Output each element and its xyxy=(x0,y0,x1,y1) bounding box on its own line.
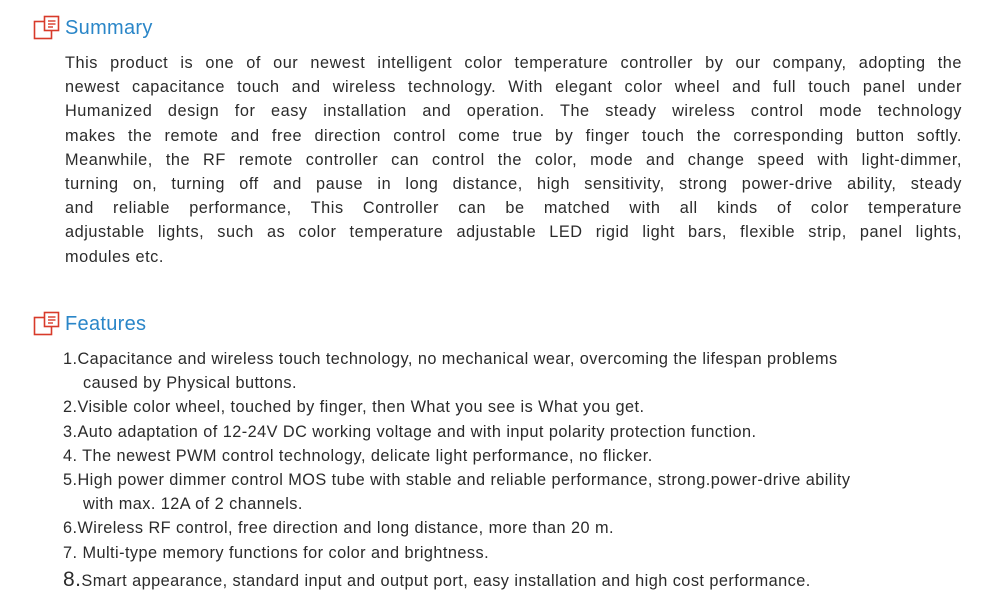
features-heading xyxy=(33,309,146,339)
summary-line: Meanwhile, the RF remote controller can control the color, mode and change speed with light-dimmer, xyxy=(65,150,962,169)
summary-title: Summary xyxy=(65,17,153,39)
feature-item-number: 8. xyxy=(63,567,82,591)
summary-line: newest capacitance touch and wireless technology. With elegant color wheel and full touch panel under xyxy=(65,78,962,97)
summary-line: Humanized design for easy installation and operation. The steady wireless control mode technology xyxy=(65,102,962,121)
feature-item-continuation: caused by Physical buttons. xyxy=(83,374,297,393)
feature-item: 1.Capacitance and wireless touch technology, no mechanical wear, overcoming the lifespan problems xyxy=(63,350,838,368)
feature-item: 5.High power dimmer control MOS tube with stable and reliable performance, strong.power-drive ability xyxy=(63,470,851,489)
feature-item: 2.Visible color wheel, touched by finger, then What you see is What you get. xyxy=(63,398,645,417)
summary-line: adjustable lights, such as color temperature adjustable LED rigid light bars, flexible strip, panel lights, xyxy=(65,223,962,242)
summary-heading xyxy=(33,13,153,43)
features-title: Features xyxy=(65,313,147,335)
feature-item-text: Smart appearance, standard input and output port, easy installation and high cost performance. xyxy=(81,571,811,590)
feature-item: 3.Auto adaptation of 12-24V DC working voltage and with input polarity protection function. xyxy=(63,422,757,441)
summary-line: modules etc. xyxy=(65,247,164,266)
document-icon xyxy=(33,15,63,41)
feature-item: 4. The newest PWM control technology, delicate light performance, no flicker. xyxy=(63,446,653,465)
features-list xyxy=(63,347,968,595)
feature-item: 6.Wireless RF control, free direction and long distance, more than 20 m. xyxy=(63,519,614,538)
document-icon xyxy=(33,311,63,337)
summary-line: and reliable performance, This Controller can be matched with all kinds of color temperature xyxy=(65,199,962,218)
feature-item-continuation: with max. 12A of 2 channels. xyxy=(83,495,303,514)
summary-paragraph xyxy=(65,51,962,269)
feature-item xyxy=(63,565,968,595)
summary-line: makes the remote and free direction control come true by finger touch the corresponding button softly. xyxy=(65,126,962,145)
summary-line: This product is one of our newest intelligent color temperature controller by our company, adopting the xyxy=(65,54,962,72)
summary-line: turning on, turning off and pause in long distance, high sensitivity, strong power-drive ability, steady xyxy=(65,174,962,193)
feature-item: 7. Multi-type memory functions for color and brightness. xyxy=(63,543,490,562)
